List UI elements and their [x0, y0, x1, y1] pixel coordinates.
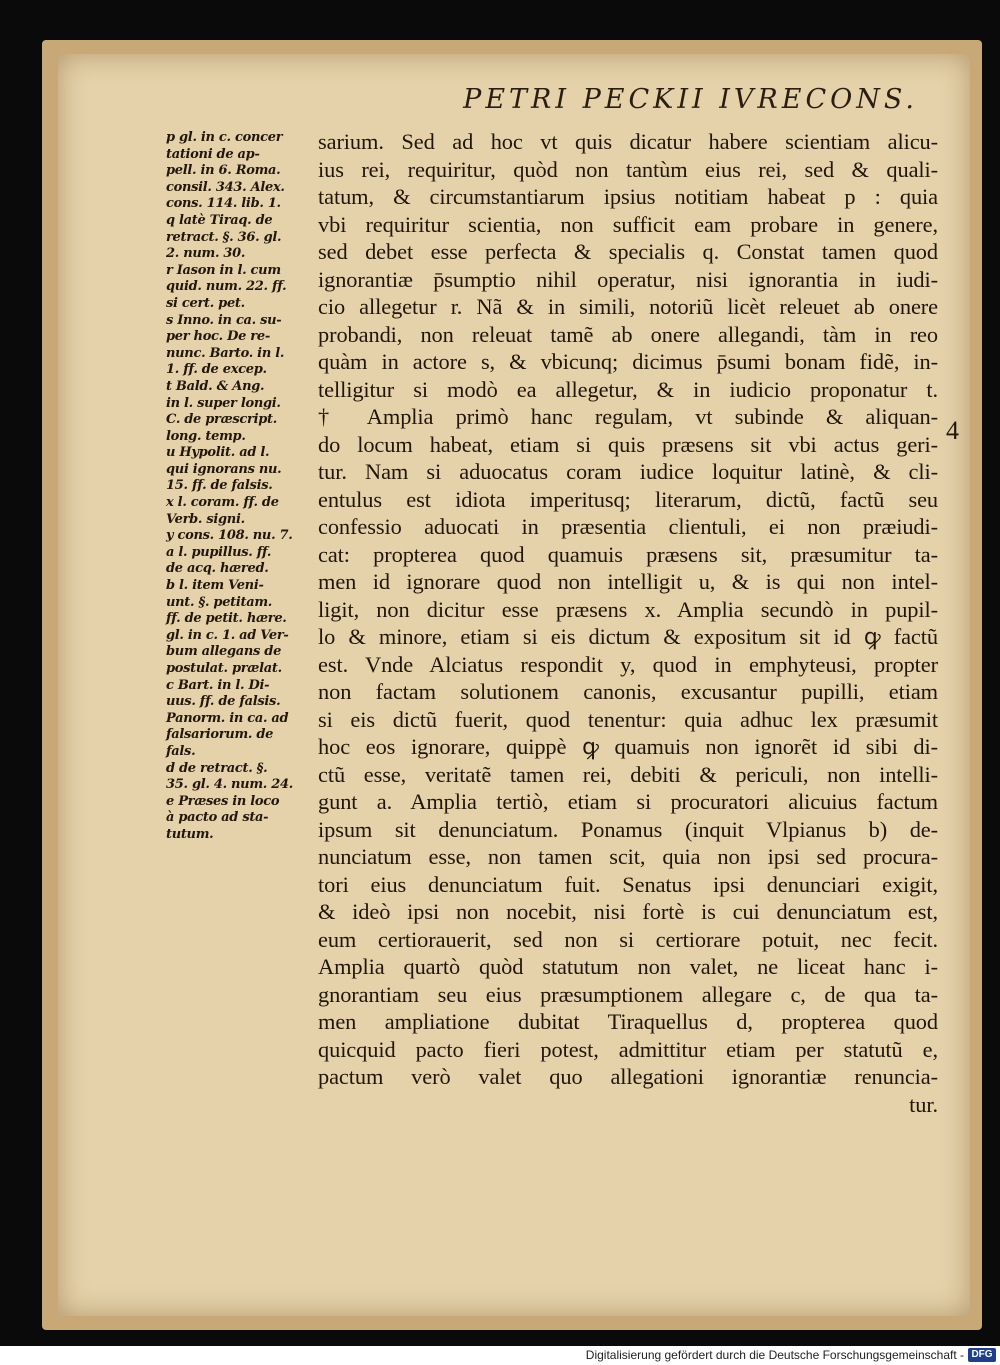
text-line: men ampliatione dubitat Tiraquellus d, propterea quod — [318, 1009, 938, 1034]
body-text — [318, 128, 938, 1118]
footer-credit: Digitalisierung gefördert durch die Deutsche Forschungsgemeinschaft - — [585, 1348, 964, 1362]
margin-number: 4 — [946, 416, 959, 445]
marginal-note: 35. gl. 4. num. 24. — [166, 777, 293, 793]
text-line: ipsum sit denunciatum. Ponamus (inquit Vlpianus b) de- — [318, 816, 938, 842]
text-line: eum certiorauerit, sed non si certiorare potuit, nec fecit. — [318, 926, 938, 952]
text-line: lo & minore, etiam si eis dictum & expositum sit id ꝙ factũ — [318, 624, 938, 649]
marginal-note: tutum. — [166, 826, 214, 842]
text-line: cat: propterea quod quamuis præsens sit, præsumitur ta- — [318, 541, 938, 567]
dfg-logo: DFG — [968, 1348, 996, 1362]
marginal-note: per hoc. De re- — [166, 329, 270, 345]
marginal-note: de acq. hæred. — [166, 561, 269, 577]
text-line: ligit, non dicitur esse præsens x. Amplia secundò in pupil- — [318, 596, 938, 622]
marginal-note: c Bart. in l. Di- — [166, 677, 270, 693]
marginal-note: fals. — [166, 743, 196, 759]
text-line: hoc eos ignorare, quippè ꝙ quamuis non ignorẽt id sibi di- — [318, 734, 938, 759]
marginal-note: x l. coram. ff. de — [166, 495, 279, 511]
marginal-note: Verb. signi. — [166, 511, 245, 527]
text-line: confessio aduocati in præsentia clientuli, ei non præiudi- — [318, 514, 938, 539]
text-line: & ideò ipsi non nocebit, nisi fortè is cui denunciatum est, — [318, 899, 938, 924]
marginal-note: Panorm. in ca. ad — [166, 710, 289, 726]
marginal-note: 15. ff. de falsis. — [166, 478, 273, 494]
marginal-note: t Bald. & Ang. — [166, 378, 265, 394]
text-line: non factam solutionem canonis, excusantur pupilli, etiam — [318, 679, 938, 704]
text-line: ius rei, requiritur, quòd non tantùm eius rei, sed & quali- — [318, 156, 938, 182]
text-line: cio allegetur r. Nã & in simili, notoriũ licèt releuet ab onere — [318, 294, 938, 319]
marginal-note: postulat. prælat. — [166, 661, 282, 676]
marginal-note: r Iason in l. cum — [166, 262, 281, 278]
book-page — [58, 54, 970, 1316]
text-line: gnorantiam seu eius præsumptionem allegare c, de qua ta- — [318, 981, 938, 1007]
text-line: pactum verò valet quo allegationi ignorantiæ renuncia- — [318, 1064, 938, 1089]
text-line: tur. — [909, 1091, 938, 1117]
marginal-note: ff. de petit. hære. — [166, 611, 287, 627]
marginal-note: unt. §. petitam. — [166, 594, 273, 610]
marginal-note: e Præses in loco — [166, 793, 280, 809]
text-line: si eis dictũ fuerit, quod tenentur: quia adhuc lex præsumit — [318, 706, 938, 732]
footer-bar — [0, 1346, 1000, 1365]
marginal-note: si cert. pet. — [166, 295, 245, 311]
marginal-note: C. de præscript. — [166, 412, 277, 428]
marginal-note: y cons. 108. nu. 7. — [166, 528, 293, 544]
text-line: nunciatum esse, non tamen scit, quia non ipsi sed procura- — [318, 844, 938, 869]
marginal-note: qui ignorans nu. — [166, 461, 282, 477]
marginal-note: p gl. in c. concer — [166, 130, 283, 145]
marginal-note: gl. in c. 1. ad Ver- — [166, 627, 289, 643]
marginal-note: consil. 343. Alex. — [166, 179, 285, 195]
marginal-note: falsariorum. de — [166, 727, 274, 743]
marginal-note: cons. 114. lib. 1. — [166, 196, 281, 212]
text-line: probandi, non releuat tamẽ ab onere allegandi, tàm in reo — [318, 321, 938, 347]
text-line: men id ignorare quod non intelligit u, & is qui non intel- — [318, 569, 938, 594]
marginal-note: 2. num. 30. — [166, 246, 246, 262]
marginal-note: 1. ff. de excep. — [166, 362, 267, 378]
text-line: do locum habeat, etiam si quis præsens sit vbi actus geri- — [318, 431, 938, 457]
text-line: † Amplia primò hanc regulam, vt subinde & aliquan- — [318, 404, 938, 429]
marginal-note: s Inno. in ca. su- — [166, 312, 282, 328]
marginal-note: in l. super longi. — [166, 395, 281, 411]
text-line: quàm in actore s, & vbicunq; dicimus p̄sumi bonam fidẽ, in- — [318, 349, 938, 374]
text-line: telligitur si modò ea allegetur, & in iudicio proponatur t. — [318, 376, 938, 402]
marginal-note: u Hypolit. ad l. — [166, 445, 270, 461]
text-line: sed debet esse perfecta & specialis q. Constat tamen quod — [318, 239, 938, 264]
text-line: vbi requiritur scientia, non sufficit eam probare in genere, — [318, 211, 938, 237]
marginal-note: à pacto ad sta- — [166, 810, 269, 826]
text-line: gunt a. Amplia tertiò, etiam si procuratori alicuius factum — [318, 789, 938, 814]
marginal-note: uus. ff. de falsis. — [166, 694, 281, 710]
text-line: ignorantiæ p̄sumptio nihil operatur, nisi ignorantia in iudi- — [318, 266, 938, 292]
text-line: sarium. Sed ad hoc vt quis dicatur habere scientiam alicu- — [318, 129, 938, 154]
marginal-note: d de retract. §. — [166, 760, 268, 776]
marginal-note: quid. num. 22. ff. — [166, 279, 287, 295]
running-head: PETRI PECKII IVRECONS. — [463, 84, 918, 115]
marginal-note: bum allegans de — [166, 644, 282, 660]
text-line: tatum, & circumstantiarum ipsius notitiam habeat p : quia — [318, 184, 938, 209]
text-line: entulus est idiota imperitusq; literarum, dictũ, factũ seu — [318, 486, 938, 512]
text-line: est. Vnde Alciatus respondit y, quod in emphyteusi, propter — [318, 651, 938, 677]
marginal-note: retract. §. 36. gl. — [166, 229, 282, 245]
text-line: tur. Nam si aduocatus coram iudice loquitur latinè, & cli- — [318, 459, 938, 484]
marginal-note: b l. item Veni- — [166, 578, 264, 594]
marginal-note: pell. in 6. Roma. — [166, 163, 281, 179]
marginal-note: q latè Tiraq. de — [166, 212, 273, 228]
text-line: tori eius denunciatum fuit. Senatus ipsi denunciari exigit, — [318, 871, 938, 897]
text-line: ctũ esse, veritatẽ tamen rei, debiti & periculi, non intelli- — [318, 761, 938, 787]
marginal-note: long. temp. — [166, 428, 246, 444]
text-line: quicquid pacto fieri potest, admittitur etiam per statutũ e, — [318, 1036, 938, 1062]
text-line: Amplia quartò quòd statutum non valet, ne liceat hanc i- — [318, 954, 938, 979]
marginal-note: nunc. Barto. in l. — [166, 345, 285, 361]
marginal-note: tationi de ap- — [166, 146, 260, 162]
marginal-note: a l. pupillus. ff. — [166, 544, 272, 560]
